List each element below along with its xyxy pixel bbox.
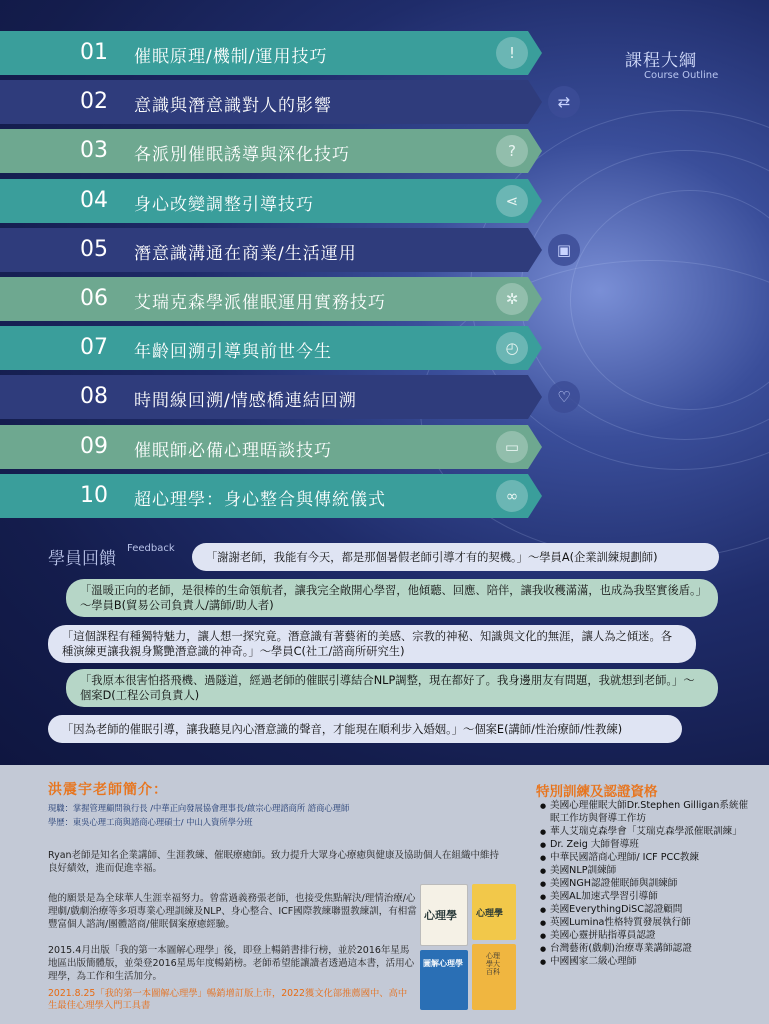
qualification-item: ● 美國心理催眠大師Dr.Stephen Gilligan系統催眠工作坊與督導工作坊 bbox=[540, 800, 750, 825]
qualification-item: ● 華人艾瑞克森學會「艾瑞克森學派催眠訓練」 bbox=[540, 826, 750, 839]
teacher-job: 現職：掌握管理顧問執行長 /中華正向發展協會理事長/啟宗心理諮商所 諮商心理師 bbox=[48, 803, 350, 813]
outline-text: 年齡回溯引導與前世今生 bbox=[134, 342, 332, 363]
qualification-item: ● 美國NLP訓練師 bbox=[540, 865, 750, 878]
outline-item bbox=[0, 474, 540, 518]
qualification-item: ● 美國NGH認證催眠師與訓練師 bbox=[540, 878, 750, 891]
outline-text: 催眠原理/機制/運用技巧 bbox=[134, 47, 328, 67]
outline-number: 06 bbox=[80, 286, 108, 311]
book-cover-2 bbox=[472, 884, 516, 940]
book-title: 心理學 bbox=[476, 909, 504, 919]
heart-head-icon: ♡ bbox=[548, 381, 580, 413]
outline-number: 07 bbox=[80, 335, 108, 361]
outline-text: 時間線回溯/情感橋連結回溯 bbox=[134, 391, 357, 412]
qualification-item: ● 台灣藝術(戲劇)治療專業講師認證 bbox=[540, 943, 750, 956]
lightbulb-head-icon: ! bbox=[496, 37, 528, 69]
feedback-bubble: 「溫暖正向的老師，是很棒的生命領航者，讓我完全敞開心學習，他傾聽、回應、陪伴，讓我收穫滿滿，也成為我堅實後盾。」～學員B(貿易公司負責人/講師/助人者) bbox=[66, 579, 718, 617]
qualification-item: ● 美國AL加速式學習引導師 bbox=[540, 891, 750, 904]
outline-item bbox=[0, 375, 571, 419]
outline-arrow-tip bbox=[528, 129, 542, 173]
outline-item bbox=[0, 277, 540, 321]
feedback-bubble: 「這個課程有種獨特魅力，讓人想一探究竟。潛意識有著藝術的美感、宗教的神秘、知識與文化的無涯，讓人為之傾迷。各種演練更讓我親身驚艷潛意識的神奇。」～學員C(社工/諮商所研究生) bbox=[48, 625, 696, 663]
qualification-item: ● 中國國家二級心理師 bbox=[540, 956, 750, 969]
outline-item bbox=[0, 228, 572, 272]
outline-text: 艾瑞克森學派催眠運用實務技巧 bbox=[134, 293, 386, 313]
outline-text: 超心理學：身心整合與傳統儀式 bbox=[134, 489, 386, 510]
briefcase-head-icon: ▣ bbox=[548, 234, 580, 266]
qualifications-list bbox=[540, 800, 750, 969]
teacher-education: 學歷：東吳心理工商與諮商心理碩士/ 中山人資所學分班 bbox=[48, 817, 253, 827]
outline-title: 課程大綱 bbox=[625, 51, 697, 71]
teacher-title: 洪震宇老師簡介： bbox=[48, 782, 168, 798]
outline-item bbox=[0, 80, 571, 124]
outline-number: 10 bbox=[80, 482, 108, 508]
teacher-vision: 他的願景是為全球華人生涯幸福努力。曾當過義務張老師，也接受焦點解決/理情治療/心理劇/戲劇治療等多項專業心理訓練及NLP、身心整合、ICF國際教練聯盟教練訓，有相當豐富個人諮詢/團體諮商/催眠個案療癒經驗。 bbox=[48, 893, 417, 930]
outline-number: 08 bbox=[80, 384, 108, 410]
book-title: 心理學 bbox=[424, 909, 457, 922]
outline-arrow-tip bbox=[528, 31, 542, 75]
outline-item bbox=[0, 179, 540, 223]
outline-item bbox=[0, 31, 540, 75]
feedback-subtitle: Feedback bbox=[127, 543, 175, 554]
book-title: 心理學大百科 bbox=[486, 952, 500, 976]
outline-text: 身心改變調整引導技巧 bbox=[134, 194, 314, 215]
qualification-item: ● 英國Lumina性格特質發展執行師 bbox=[540, 917, 750, 930]
qualification-item: ● 中華民國諮商心理師/ ICF PCC教練 bbox=[540, 852, 750, 865]
outline-arrow-tip bbox=[528, 326, 542, 370]
feedback-bubble: 「我原本很害怕搭飛機、過隧道，經過老師的催眠引導結合NLP調整，現在都好了。我身邊朋友有問題，我就想到老師。」～個案D(工程公司負責人) bbox=[66, 669, 718, 707]
feedback-title: 學員回饋 bbox=[48, 549, 116, 569]
teacher-book-note: 2015.4月出版「我的第一本圖解心理學」後，即登上暢銷書排行榜，並於2016年星馬地區出版簡體版，並榮登2016星馬年度暢銷榜。老師希望能讓讀者透過這本書，活用心理學，為工作和生活加分。 bbox=[48, 945, 415, 982]
book-cover-3 bbox=[420, 950, 468, 1010]
book-cover-4 bbox=[472, 944, 516, 1010]
teacher-intro: Ryan老師是知名企業講師、生涯教練、催眠療癒師。致力提升大眾身心療癒與健康及協助個人在組織中維持良好績效，進而促進幸福。 bbox=[48, 850, 500, 874]
outline-item bbox=[0, 326, 540, 370]
teacher-award: 2021.8.25「我的第一本圖解心理學」暢銷增訂版上市，2022獲文化部推薦國中、高中生最佳心理學入門工具書 bbox=[48, 988, 408, 1011]
outline-number: 05 bbox=[80, 236, 108, 262]
feedback-bubble: 「因為老師的催眠引導，讓我聽見內心潛意識的聲音，才能現在順利步入婚姻。」～個案E(講師/性治療師/性教練) bbox=[48, 715, 682, 743]
infinity-head-icon: ∞ bbox=[496, 480, 528, 512]
book-cover-1 bbox=[420, 884, 468, 946]
brain-head-icon: ⇄ bbox=[548, 86, 580, 118]
outline-text: 各派別催眠誘導與深化技巧 bbox=[134, 145, 350, 166]
outline-number: 01 bbox=[80, 40, 108, 65]
gear-head-icon: ✲ bbox=[496, 283, 528, 315]
clock-head-icon: ◴ bbox=[496, 332, 528, 364]
outline-text: 潛意識溝通在商業/生活運用 bbox=[134, 243, 357, 264]
outline-number: 04 bbox=[80, 187, 108, 213]
outline-arrow-tip bbox=[528, 228, 542, 272]
outline-arrow-tip bbox=[528, 425, 542, 469]
outline-arrow-tip bbox=[528, 179, 542, 223]
outline-number: 03 bbox=[80, 138, 108, 164]
outline-number: 09 bbox=[80, 433, 108, 459]
qualifications-title: 特別訓練及認證資格 bbox=[536, 784, 658, 800]
book-title: 圖解心理學 bbox=[423, 959, 463, 968]
feedback-bubble: 「謝謝老師，我能有今天，都是那個暑假老師引導才有的契機。」～學員A(企業訓練規劃師) bbox=[192, 543, 719, 571]
share-head-icon: ⋖ bbox=[496, 185, 528, 217]
outline-number: 02 bbox=[80, 89, 108, 115]
outline-arrow-tip bbox=[528, 277, 542, 321]
outline-text: 催眠師必備心理晤談技巧 bbox=[134, 440, 332, 461]
outline-arrow-tip bbox=[528, 80, 542, 124]
outline-item bbox=[0, 129, 540, 173]
chat-head-icon: ▭ bbox=[496, 431, 528, 463]
qualification-item: ● 美國EverythingDiSC認證顧問 bbox=[540, 904, 750, 917]
outline-item bbox=[0, 425, 540, 469]
outline-arrow-tip bbox=[528, 375, 542, 419]
outline-subtitle: Course Outline bbox=[644, 70, 719, 81]
qualification-item: ● 美國心靈拼貼指導員認證 bbox=[540, 930, 750, 943]
outline-text: 意識與潛意識對人的影響 bbox=[134, 96, 332, 117]
qualification-item: ● Dr. Zeig 大師督導班 bbox=[540, 839, 750, 852]
outline-arrow-tip bbox=[528, 474, 542, 518]
question-head-icon: ? bbox=[496, 135, 528, 167]
